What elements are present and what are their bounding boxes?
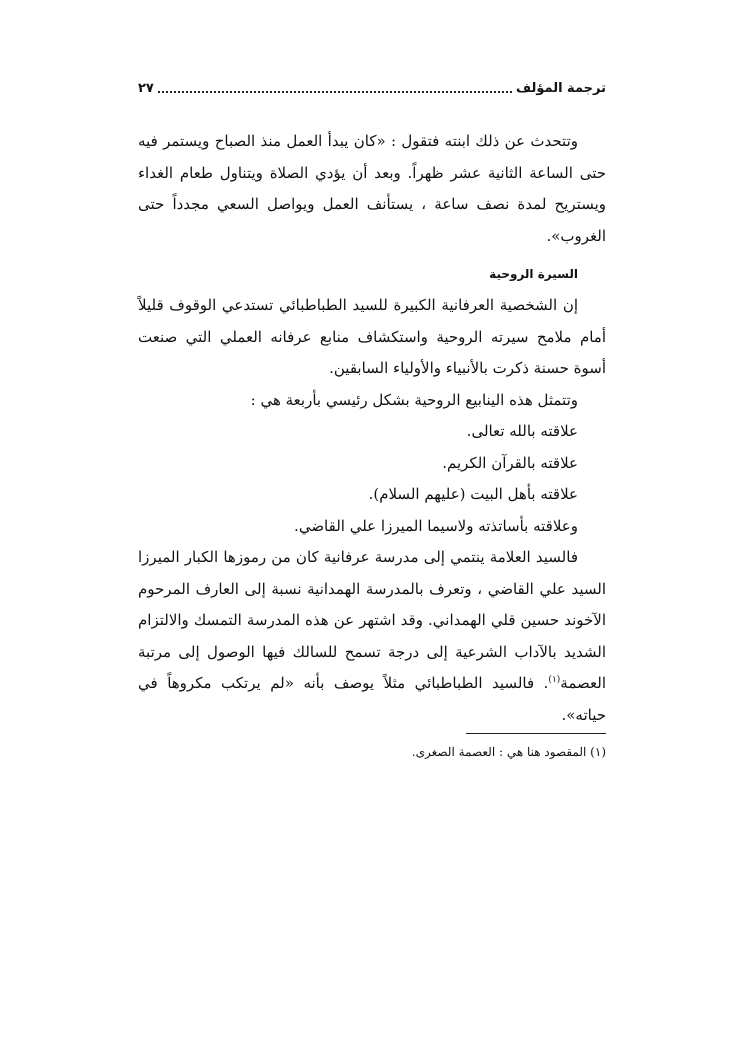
running-header <box>138 76 606 100</box>
paragraph-four-sources: وتتمثل هذه الينابيع الروحية بشكل رئيسي بأربعة هي : <box>250 390 578 409</box>
paragraph-tail-text: . فالسيد الطباطبائي مثلاً يوصف بأنه «لم يرتكب مكروهاً في حياته». <box>138 674 606 724</box>
page-number: ٢٧ <box>138 80 154 96</box>
paragraph-spiritual-intro: إن الشخصية العرفانية الكبيرة للسيد الطباطبائي تستدعي الوقوف قليلاً أمام ملامح سيرته الروحية واستكشاف منابع عرفانه العملي التي صنعت أسوة حسنة ذكرت بالأنبياء والأولياء السابقين. <box>138 296 606 377</box>
list-item: وعلاقته بأساتذته ولاسيما الميرزا علي القاضي. <box>294 516 578 535</box>
paragraph-daily-routine: وتتحدث عن ذلك ابنته فتقول : «كان يبدأ العمل منذ الصباح ويستمر فيه حتى الساعة الثانية عشر ظهراً. وبعد أن يؤدي الصلاة ويتناول طعام الغداء ويستريح لمدة نصف ساعة ، يستأنف العمل ويواصل السعي مجدداً حتى الغروب». <box>138 132 606 245</box>
section-heading: السيرة الروحية <box>489 267 578 281</box>
list-item: علاقته بالله تعالى. <box>466 422 578 440</box>
footnote: (١) المقصود هنا هي : العصمة الصغرى. <box>411 745 606 759</box>
header-title: ترجمة المؤلف <box>515 80 606 96</box>
list-item: علاقته بالقرآن الكريم. <box>442 453 578 472</box>
footnote-divider <box>466 733 606 734</box>
page-body <box>138 126 606 731</box>
paragraph-hamadani-school <box>138 542 606 731</box>
paragraph-main-text: فالسيد العلامة ينتمي إلى مدرسة عرفانية كان من رموزها الكبار الميرزا السيد علي القاضي ، وتعرف بالمدرسة الهمدانية نسبة إلى العارف المرحوم الآخوند حسين قلي الهمداني. وقد اشتهر عن هذه المدرسة التمسك والالتزام الشديد بالآداب الشرعية إلى درجة تسمح للسالك فيها الوصول إلى مرتبة العصمة <box>138 548 606 692</box>
footnote-reference[interactable]: (١) <box>548 675 561 685</box>
header-leader-dots <box>158 89 512 93</box>
list-item: علاقته بأهل البيت (عليهم السلام). <box>368 485 578 503</box>
